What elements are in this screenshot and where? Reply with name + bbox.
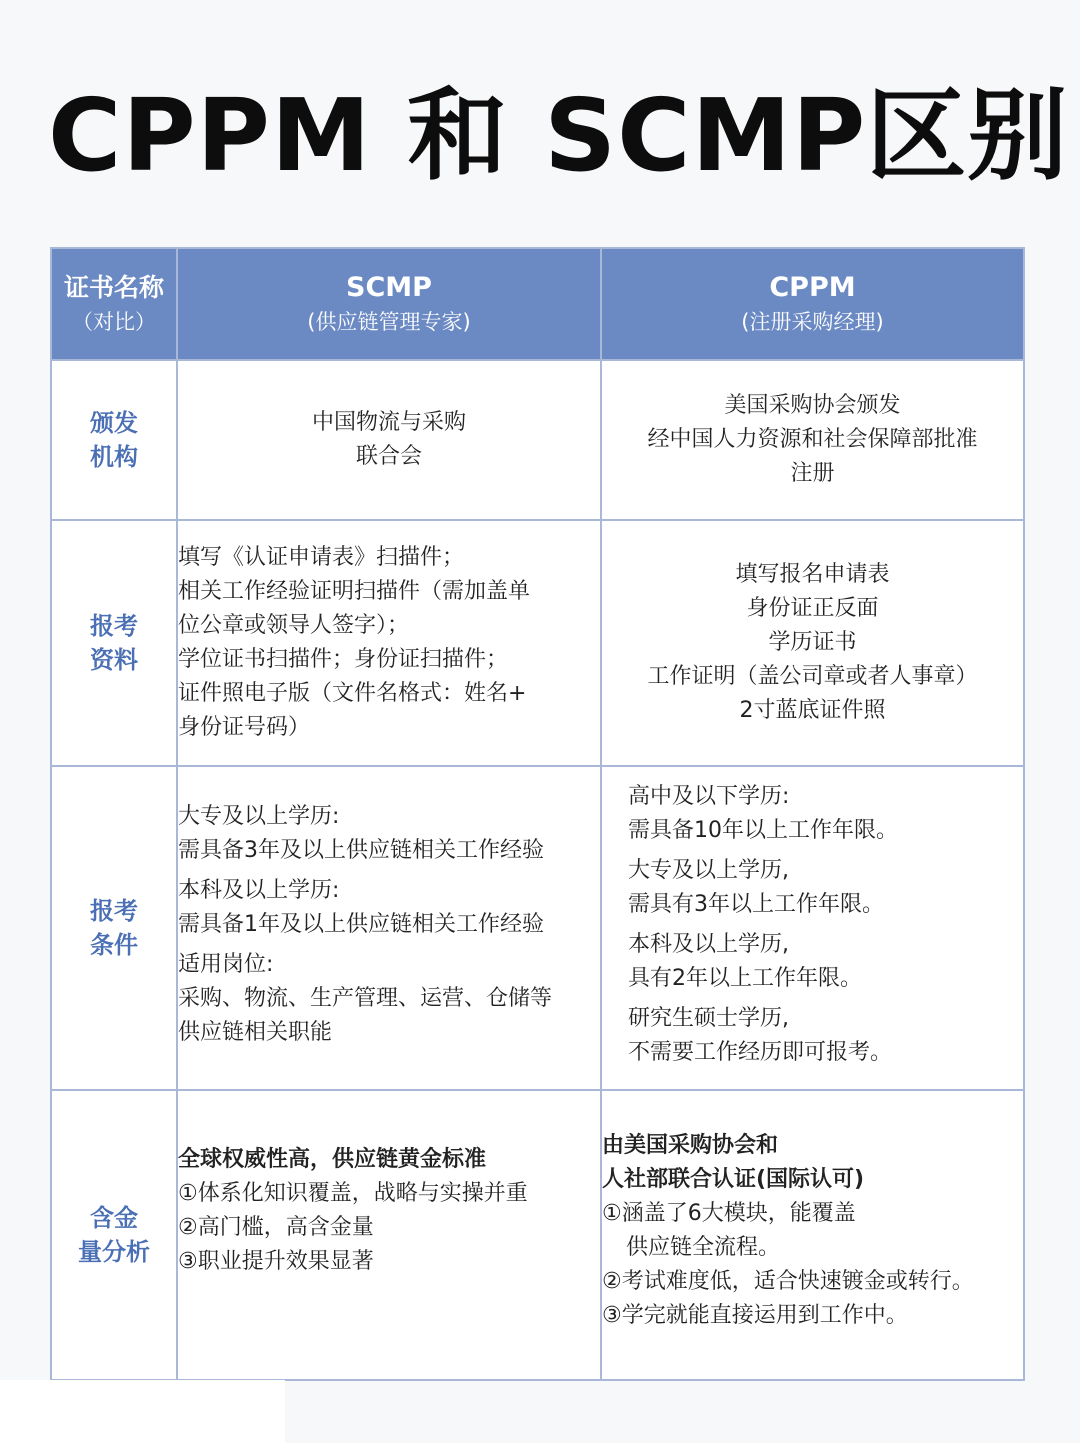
header-cppm-title: CPPM [769, 272, 856, 303]
cell-line: 美国采购协会颁发 [724, 393, 901, 418]
cell-line: 注册 [790, 461, 835, 486]
requirement-block [628, 854, 1023, 922]
comparison-table [50, 247, 1025, 1381]
cell-line: 经中国人力资源和社会保障部批准 [647, 427, 978, 452]
header-cppm-subtitle: (注册采购经理) [741, 310, 884, 334]
cell-line: ①体系化知识覆盖，战略与实操并重 [178, 1181, 528, 1206]
cell-line: 不需要工作经历即可报考。 [628, 1040, 893, 1065]
cell-line: 具有2年以上工作年限。 [628, 966, 862, 991]
page-title: CPPM 和 SCMP区别 [48, 77, 1069, 194]
scmp-issuer-cell [177, 360, 601, 520]
scmp-requirements-cell [177, 766, 601, 1090]
cell-heading: 人社部联合认证(国际认可) [602, 1167, 865, 1192]
cell-line: 需具有3年以上工作年限。 [628, 892, 884, 917]
row-label-line: 含金 [90, 1204, 138, 1232]
row-label-line: 颁发 [90, 409, 138, 437]
cell-line: 学历证书 [768, 630, 857, 655]
cppm-issuer-cell [601, 360, 1024, 520]
header-label-sub: （对比） [72, 310, 156, 334]
header-scmp-cell [177, 248, 601, 360]
table-row-value [51, 1090, 1024, 1380]
scmp-materials-cell [177, 520, 601, 766]
table-row-issuer [51, 360, 1024, 520]
requirement-block [178, 874, 600, 942]
bottom-strip [0, 1380, 285, 1443]
cppm-materials-cell [601, 520, 1024, 766]
row-label-value [51, 1090, 177, 1380]
cell-line: ②考试难度低，适合快速镀金或转行。 [602, 1269, 974, 1294]
cell-heading: 由美国采购协会和 [602, 1133, 779, 1158]
cell-line: 工作证明（盖公司章或者人事章） [647, 664, 978, 689]
row-label-line: 机构 [90, 443, 138, 471]
cell-line: 2寸蓝底证件照 [739, 698, 886, 723]
cell-heading: 全球权威性高，供应链黄金标准 [178, 1147, 487, 1172]
cppm-requirements-cell [601, 766, 1024, 1090]
cell-line: 采购、物流、生产管理、运营、仓储等 [178, 986, 553, 1011]
scmp-value-cell [177, 1090, 601, 1380]
requirement-block [178, 800, 600, 868]
cell-line: 填写报名申请表 [735, 562, 890, 587]
cell-line: ①涵盖了6大模块，能覆盖 [602, 1201, 856, 1226]
cell-line: 需具备10年以上工作年限。 [628, 818, 898, 843]
header-label-cell [51, 248, 177, 360]
cell-line: 证件照电子版（文件名格式：姓名+ [178, 681, 527, 706]
row-label-requirements [51, 766, 177, 1090]
header-cppm-cell [601, 248, 1024, 360]
cell-line: 研究生硕士学历, [628, 1006, 789, 1031]
cell-line: 相关工作经验证明扫描件（需加盖单 [178, 579, 531, 604]
row-label-materials [51, 520, 177, 766]
cell-line: ③学完就能直接运用到工作中。 [602, 1303, 908, 1328]
requirement-block [628, 1002, 1023, 1070]
cell-line: 本科及以上学历: [178, 878, 340, 903]
cell-line: 位公章或领导人签字）； [178, 613, 410, 638]
cell-line: 学位证书扫描件；身份证扫描件； [178, 647, 509, 672]
header-scmp-title: SCMP [346, 272, 432, 303]
cell-line: 供应链全流程。 [626, 1235, 781, 1260]
cell-line: 中国物流与采购 [311, 410, 466, 435]
cell-line: 大专及以上学历: [178, 804, 340, 829]
table-row-requirements [51, 766, 1024, 1090]
cell-line: 联合会 [355, 444, 422, 469]
cell-line: 高中及以下学历: [628, 784, 790, 809]
row-label-issuer [51, 360, 177, 520]
cell-line: 身份证正反面 [746, 596, 879, 621]
cell-line: ③职业提升效果显著 [178, 1249, 374, 1274]
cell-line: ②高门槛，高含金量 [178, 1215, 374, 1240]
requirement-block [628, 928, 1023, 996]
cell-line: 适用岗位: [178, 952, 274, 977]
header-label-main: 证书名称 [63, 273, 164, 302]
requirement-block [628, 780, 1023, 848]
row-label-line: 资料 [90, 646, 138, 674]
cell-line: 填写《认证申请表》扫描件； [178, 545, 465, 570]
table-row-materials [51, 520, 1024, 766]
table-header-row [51, 248, 1024, 360]
row-label-line: 报考 [90, 612, 138, 640]
row-label-line: 量分析 [78, 1238, 150, 1266]
cell-line: 大专及以上学历, [628, 858, 789, 883]
row-label-line: 条件 [90, 931, 138, 959]
cppm-value-cell [601, 1090, 1024, 1380]
header-scmp-subtitle: (供应链管理专家) [307, 310, 471, 334]
cell-line: 本科及以上学历, [628, 932, 789, 957]
requirement-block [178, 948, 600, 1050]
cell-line: 身份证号码） [178, 715, 311, 740]
cell-line: 需具备1年及以上供应链相关工作经验 [178, 912, 544, 937]
cell-line: 需具备3年及以上供应链相关工作经验 [178, 838, 544, 863]
row-label-line: 报考 [90, 897, 138, 925]
cell-line: 供应链相关职能 [178, 1020, 333, 1045]
